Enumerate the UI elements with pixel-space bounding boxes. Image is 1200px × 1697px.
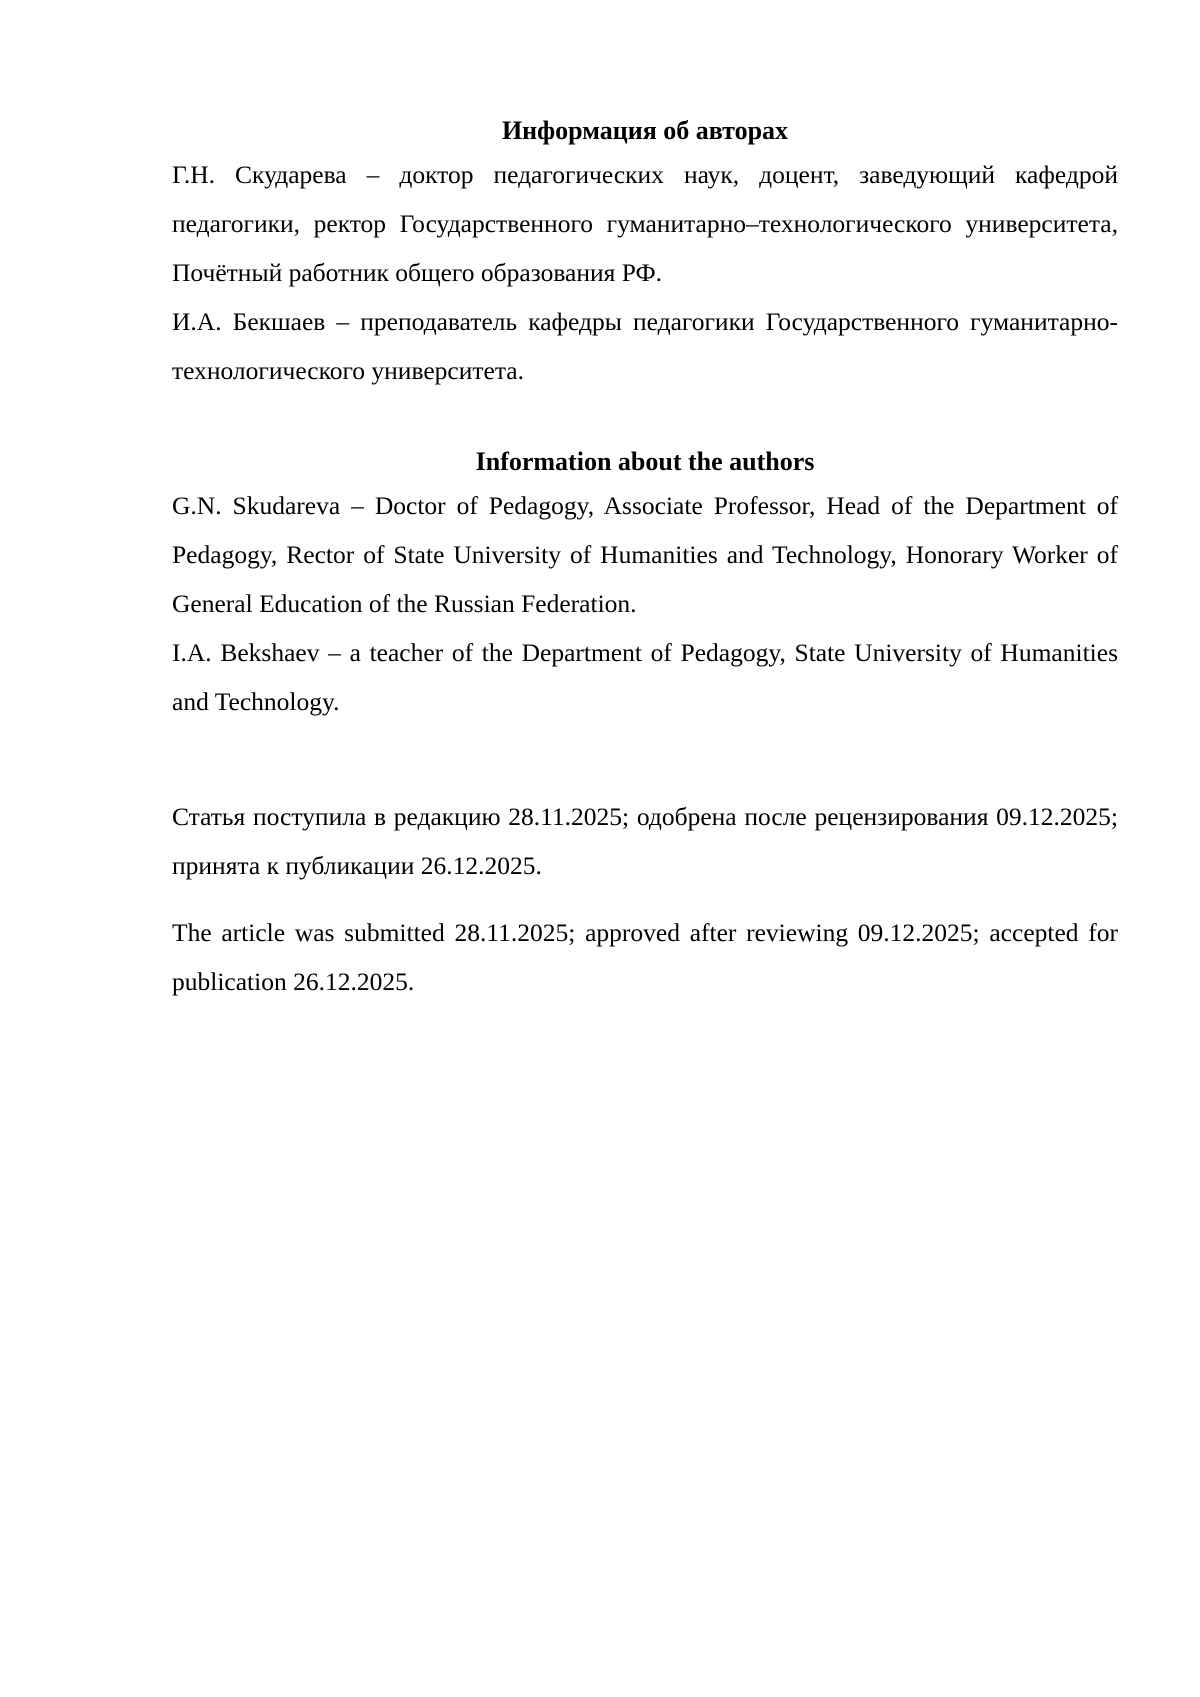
author-bio-en-1: G.N. Skudareva – Doctor of Pedagogy, Associate Professor, Head of the Department of Pedagogy, Rector of State University of Humanities and Technology, Honorary Worker of General Education of the Russian Federation. xyxy=(172,491,1118,618)
article-history-ru: Статья поступила в редакцию 28.11.2025; одобрена после рецензирования 09.12.2025; принята к публикации 26.12.2025. xyxy=(172,802,1118,880)
page-content xyxy=(172,112,1118,1006)
author-bio-ru-1: Г.Н. Скударева – доктор педагогических наук, доцент, заведующий кафедрой педагогики, ректор Государственного гуманитарно–технологического университета, Почётный работник общего образования РФ. xyxy=(172,160,1118,287)
authors-heading-en: Information about the authors xyxy=(475,447,815,476)
author-bio-ru-2: И.А. Бекшаев – преподаватель кафедры педагогики Государственного гуманитарно-технологического университета. xyxy=(172,307,1118,385)
authors-heading-ru: Информация об авторах xyxy=(501,116,789,145)
article-history-en: The article was submitted 28.11.2025; approved after reviewing 09.12.2025; accepted for publication 26.12.2025. xyxy=(172,918,1118,996)
author-bio-en-2: I.A. Bekshaev – a teacher of the Department of Pedagogy, State University of Humanities and Technology. xyxy=(172,638,1118,716)
